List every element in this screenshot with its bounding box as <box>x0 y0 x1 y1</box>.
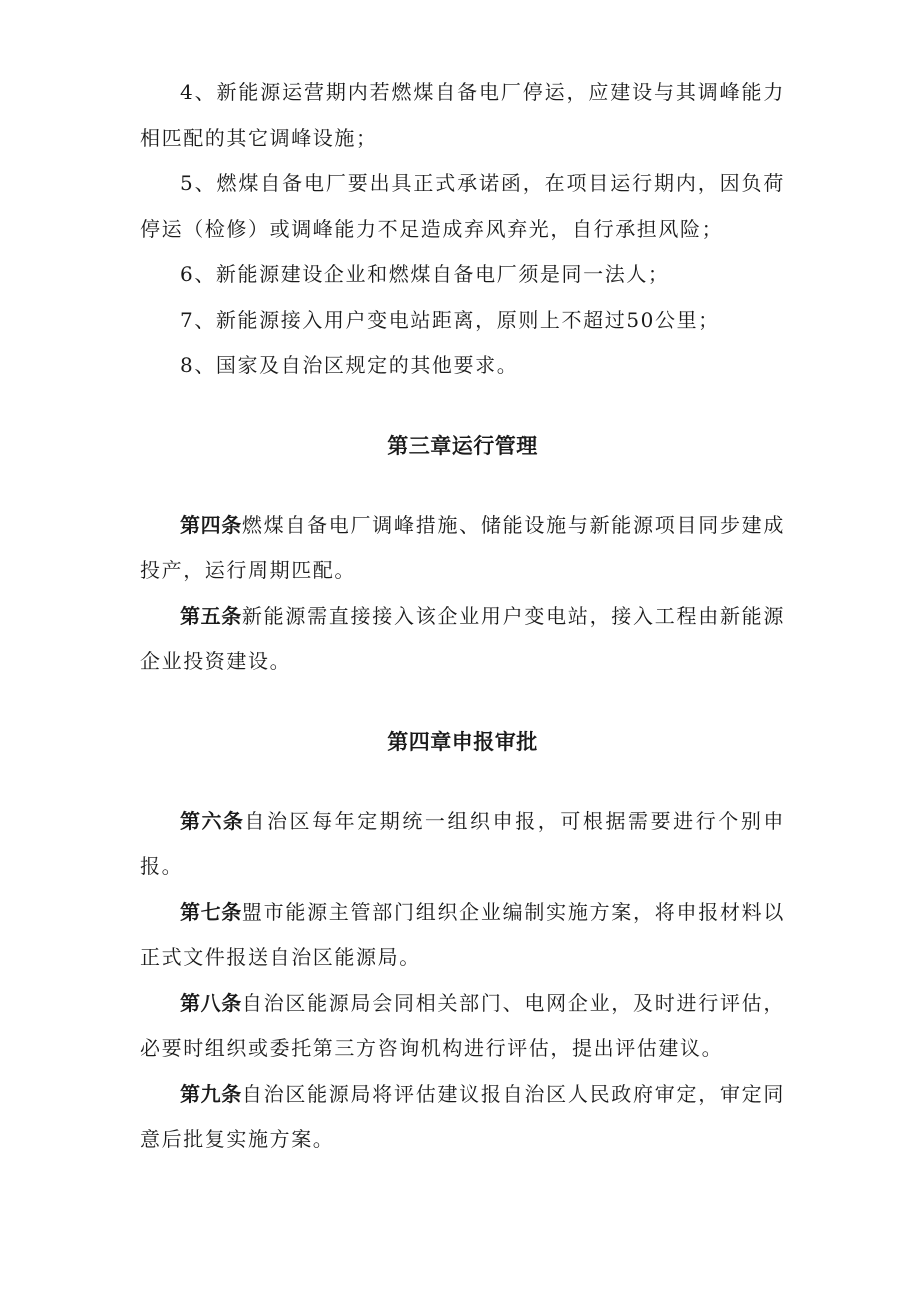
article-9-text: 自治区能源局将评估建议报自治区人民政府审定，审定同意后批复实施方案。 <box>140 1081 786 1151</box>
article-5-text: 新能源需直接接入该企业用户变电站，接入工程由新能源企业投资建设。 <box>140 603 786 673</box>
article-4-label: 第四条 <box>180 512 242 537</box>
list-item-6: 6、新能源建设企业和燃煤自备电厂须是同一法人； <box>180 262 670 286</box>
article-7 <box>140 890 785 981</box>
article-6-text: 自治区每年定期统一组织申报，可根据需要进行个别申报。 <box>140 808 786 878</box>
article-6 <box>140 799 785 890</box>
list-item-5: 5、燃煤自备电厂要出具正式承诺函，在项目运行期内，因负荷停运（检修）或调峰能力不足造成弃风弃光，自行承担风险； <box>140 171 785 241</box>
article-5 <box>140 594 785 685</box>
article-4-text: 燃煤自备电厂调峰措施、储能设施与新能源项目同步建成投产，运行周期匹配。 <box>140 512 786 582</box>
chapter-4-heading: 第四章申报审批 <box>387 729 538 754</box>
article-9 <box>140 1072 785 1163</box>
article-7-label: 第七条 <box>180 899 242 924</box>
article-8-text: 自治区能源局会同相关部门、电网企业，及时进行评估，必要时组织或委托第三方咨询机构进行评估，提出评估建议。 <box>140 990 786 1060</box>
article-9-label: 第九条 <box>180 1081 242 1106</box>
article-7-text: 盟市能源主管部门组织企业编制实施方案，将申报材料以正式文件报送自治区能源局。 <box>140 899 786 969</box>
document-body <box>140 70 785 1163</box>
article-4 <box>140 503 785 594</box>
article-8-label: 第八条 <box>180 990 242 1015</box>
list-item-8: 8、国家及自治区规定的其他要求。 <box>180 353 519 377</box>
article-6-label: 第六条 <box>180 808 245 833</box>
article-5-label: 第五条 <box>180 603 242 628</box>
list-item-7: 7、新能源接入用户变电站距离，原则上不超过50公里； <box>180 307 720 332</box>
article-8 <box>140 981 785 1072</box>
chapter-3-heading: 第三章运行管理 <box>387 433 538 458</box>
list-item-4: 4、新能源运营期内若燃煤自备电厂停运，应建设与其调峰能力相匹配的其它调峰设施； <box>140 80 785 150</box>
